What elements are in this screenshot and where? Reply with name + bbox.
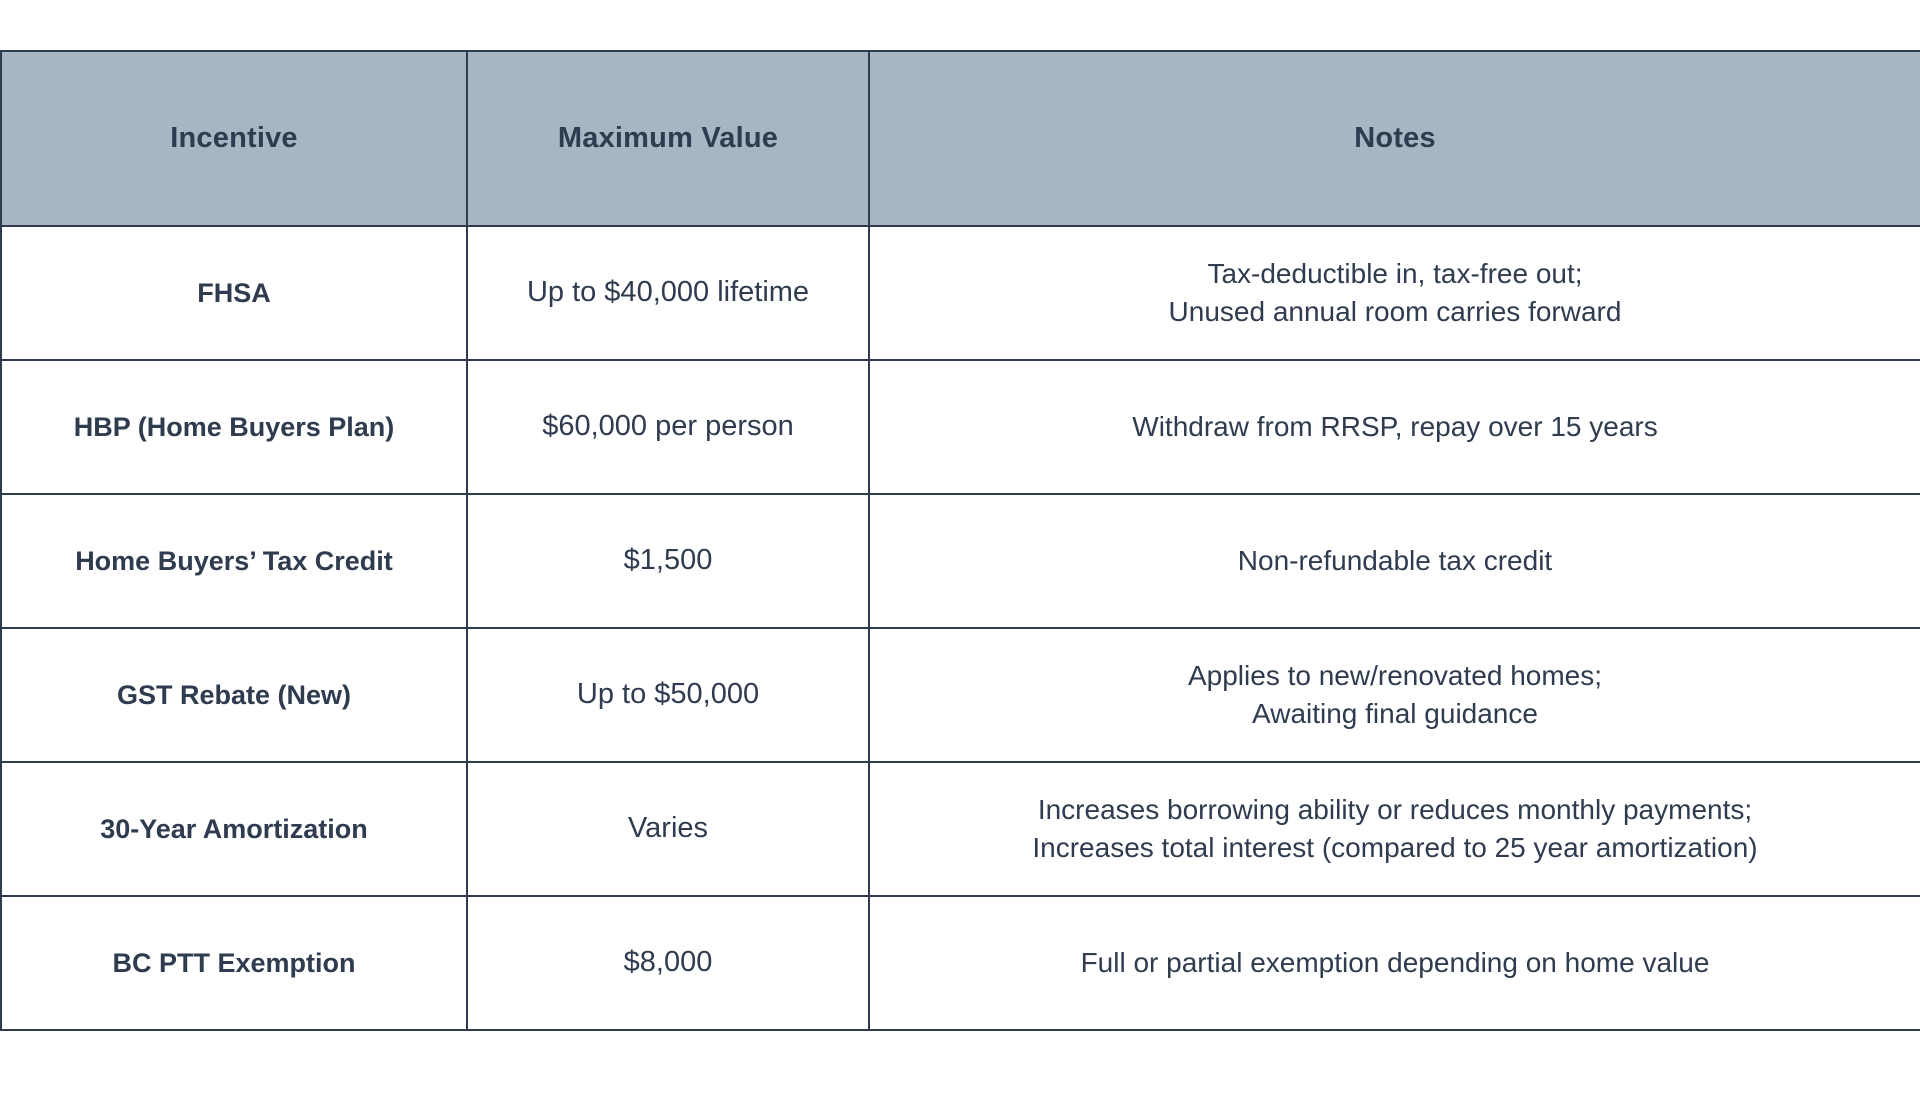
table-body xyxy=(1,226,1920,1030)
column-header-notes: Notes xyxy=(869,51,1920,226)
table-row xyxy=(1,226,1920,360)
notes-line: Increases borrowing ability or reduces monthly payments; xyxy=(1037,794,1753,826)
cell-incentive: 30-Year Amortization xyxy=(1,762,467,896)
cell-notes xyxy=(869,494,1920,628)
notes-line: Non-refundable tax credit xyxy=(1237,545,1553,577)
cell-incentive: BC PTT Exemption xyxy=(1,896,467,1030)
incentive-table xyxy=(0,50,1920,1031)
cell-maximum-value: Up to $50,000 xyxy=(467,628,869,762)
cell-notes xyxy=(869,360,1920,494)
cell-maximum-value: Up to $40,000 lifetime xyxy=(467,226,869,360)
table-header-row xyxy=(1,51,1920,226)
cell-notes xyxy=(869,628,1920,762)
cell-maximum-value: Varies xyxy=(467,762,869,896)
cell-notes xyxy=(869,226,1920,360)
notes-line: Awaiting final guidance xyxy=(1252,698,1538,729)
cell-notes xyxy=(869,762,1920,896)
notes-line: Applies to new/renovated homes; xyxy=(1187,660,1603,692)
notes-line: Full or partial exemption depending on home value xyxy=(1080,947,1710,979)
table-row xyxy=(1,628,1920,762)
cell-maximum-value: $60,000 per person xyxy=(467,360,869,494)
notes-line: Tax-deductible in, tax-free out; xyxy=(1207,258,1583,290)
table-row xyxy=(1,896,1920,1030)
cell-incentive: FHSA xyxy=(1,226,467,360)
cell-maximum-value: $1,500 xyxy=(467,494,869,628)
cell-incentive: GST Rebate (New) xyxy=(1,628,467,762)
notes-line: Increases total interest (compared to 25 year amortization) xyxy=(1032,832,1758,863)
notes-line: Unused annual room carries forward xyxy=(1168,296,1622,327)
column-header-incentive: Incentive xyxy=(1,51,467,226)
table-row xyxy=(1,494,1920,628)
cell-notes xyxy=(869,896,1920,1030)
table-row xyxy=(1,762,1920,896)
column-header-maximum-value: Maximum Value xyxy=(467,51,869,226)
table-row xyxy=(1,360,1920,494)
cell-maximum-value: $8,000 xyxy=(467,896,869,1030)
cell-incentive: Home Buyers’ Tax Credit xyxy=(1,494,467,628)
cell-incentive: HBP (Home Buyers Plan) xyxy=(1,360,467,494)
notes-line: Withdraw from RRSP, repay over 15 years xyxy=(1132,411,1658,443)
table-header xyxy=(1,51,1920,226)
